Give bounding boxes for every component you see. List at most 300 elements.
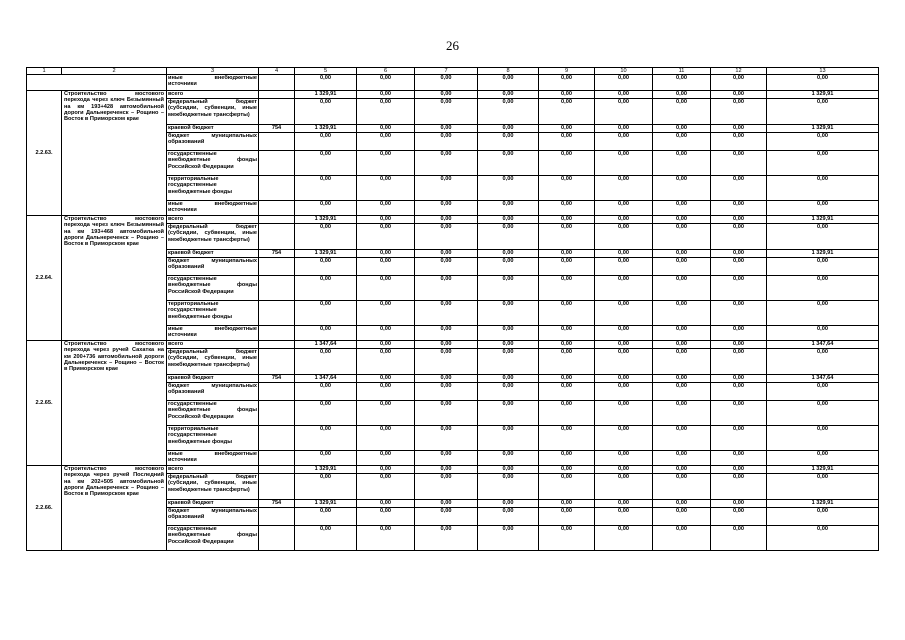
value-cell: 0,00 — [295, 526, 357, 551]
value-cell: 0,00 — [357, 341, 415, 349]
value-cell: 0,00 — [357, 176, 415, 201]
table-row — [27, 466, 879, 474]
value-cell: 0,00 — [478, 383, 539, 401]
value-cell: 0,00 — [653, 75, 711, 91]
column-number: 9 — [539, 68, 595, 75]
value-cell: 1 329,91 — [767, 91, 879, 99]
value-cell: 0,00 — [478, 75, 539, 91]
value-cell: 0,00 — [711, 451, 767, 466]
grbs-cell — [259, 349, 295, 375]
value-cell: 0,00 — [415, 383, 478, 401]
value-cell: 0,00 — [711, 401, 767, 426]
value-cell: 0,00 — [357, 216, 415, 224]
budget-table — [26, 67, 879, 551]
value-cell: 0,00 — [357, 151, 415, 176]
value-cell: 0,00 — [539, 91, 595, 99]
grbs-cell — [259, 75, 295, 91]
value-cell: 0,00 — [357, 75, 415, 91]
value-cell: 1 329,91 — [295, 91, 357, 99]
value-cell: 0,00 — [357, 375, 415, 383]
value-cell: 0,00 — [415, 500, 478, 508]
value-cell: 0,00 — [539, 341, 595, 349]
value-cell: 0,00 — [539, 276, 595, 301]
value-cell: 0,00 — [415, 375, 478, 383]
value-cell: 0,00 — [595, 383, 653, 401]
value-cell: 0,00 — [415, 151, 478, 176]
value-cell: 0,00 — [478, 151, 539, 176]
grbs-cell — [259, 466, 295, 474]
value-cell: 0,00 — [539, 451, 595, 466]
value-cell: 0,00 — [295, 474, 357, 500]
value-cell: 1 329,91 — [767, 500, 879, 508]
value-cell: 0,00 — [539, 508, 595, 526]
item-description: Строительство мостового перехода через ключ Безымянный на км 193+428 автомобильной дороги Дальнереченск – Рощино – Восток в Приморском крае — [62, 91, 167, 216]
grbs-cell — [259, 401, 295, 426]
value-cell: 0,00 — [767, 258, 879, 276]
value-cell: 0,00 — [711, 474, 767, 500]
value-cell: 0,00 — [539, 526, 595, 551]
value-cell: 0,00 — [415, 276, 478, 301]
value-cell: 0,00 — [539, 176, 595, 201]
value-cell: 1 347,64 — [295, 341, 357, 349]
funding-source: государственные внебюджетные фонды Российской Федерации — [167, 526, 259, 551]
value-cell: 0,00 — [653, 451, 711, 466]
value-cell: 0,00 — [357, 508, 415, 526]
column-number: 2 — [62, 68, 167, 75]
grbs-cell — [259, 383, 295, 401]
value-cell: 0,00 — [711, 224, 767, 250]
value-cell: 0,00 — [595, 508, 653, 526]
column-number: 6 — [357, 68, 415, 75]
value-cell: 0,00 — [357, 133, 415, 151]
value-cell: 0,00 — [295, 508, 357, 526]
value-cell: 0,00 — [295, 258, 357, 276]
value-cell: 0,00 — [711, 375, 767, 383]
value-cell: 0,00 — [767, 349, 879, 375]
column-number: 7 — [415, 68, 478, 75]
value-cell: 0,00 — [595, 176, 653, 201]
funding-source: иные внебюджетные источники — [167, 201, 259, 216]
funding-source: государственные внебюджетные фонды Российской Федерации — [167, 401, 259, 426]
value-cell: 0,00 — [478, 258, 539, 276]
value-cell: 0,00 — [478, 301, 539, 326]
value-cell: 0,00 — [653, 176, 711, 201]
value-cell: 0,00 — [653, 216, 711, 224]
value-cell: 0,00 — [711, 301, 767, 326]
value-cell: 0,00 — [711, 426, 767, 451]
value-cell: 0,00 — [478, 276, 539, 301]
value-cell: 0,00 — [595, 349, 653, 375]
value-cell: 0,00 — [478, 201, 539, 216]
value-cell: 0,00 — [415, 91, 478, 99]
value-cell: 0,00 — [711, 526, 767, 551]
value-cell: 0,00 — [357, 451, 415, 466]
value-cell: 0,00 — [711, 383, 767, 401]
column-number: 4 — [259, 68, 295, 75]
value-cell: 0,00 — [711, 258, 767, 276]
value-cell: 0,00 — [415, 466, 478, 474]
value-cell: 0,00 — [767, 526, 879, 551]
value-cell: 0,00 — [767, 383, 879, 401]
grbs-cell — [259, 474, 295, 500]
value-cell: 0,00 — [357, 326, 415, 341]
value-cell: 1 329,91 — [295, 125, 357, 133]
value-cell: 1 329,91 — [295, 250, 357, 258]
funding-source: федеральный бюджет (субсидии, субвенции, иные межбюджетные трансферты) — [167, 99, 259, 125]
value-cell: 0,00 — [595, 75, 653, 91]
value-cell: 0,00 — [539, 224, 595, 250]
value-cell: 0,00 — [295, 349, 357, 375]
column-number: 12 — [711, 68, 767, 75]
value-cell: 0,00 — [357, 201, 415, 216]
value-cell: 0,00 — [415, 426, 478, 451]
value-cell: 0,00 — [653, 301, 711, 326]
value-cell: 0,00 — [295, 426, 357, 451]
value-cell: 0,00 — [595, 201, 653, 216]
value-cell: 0,00 — [711, 91, 767, 99]
value-cell: 0,00 — [415, 133, 478, 151]
value-cell: 0,00 — [357, 99, 415, 125]
value-cell: 0,00 — [595, 341, 653, 349]
value-cell: 1 329,91 — [295, 500, 357, 508]
grbs-cell — [259, 301, 295, 326]
value-cell: 0,00 — [415, 75, 478, 91]
value-cell: 0,00 — [711, 508, 767, 526]
value-cell: 0,00 — [415, 526, 478, 551]
value-cell: 0,00 — [478, 466, 539, 474]
funding-source: краевой бюджет — [167, 375, 259, 383]
value-cell: 0,00 — [653, 326, 711, 341]
value-cell: 0,00 — [595, 326, 653, 341]
value-cell: 0,00 — [478, 451, 539, 466]
value-cell: 0,00 — [539, 201, 595, 216]
value-cell: 0,00 — [711, 466, 767, 474]
value-cell: 0,00 — [295, 301, 357, 326]
value-cell: 0,00 — [539, 125, 595, 133]
value-cell: 0,00 — [357, 401, 415, 426]
value-cell: 0,00 — [653, 201, 711, 216]
value-cell: 0,00 — [539, 151, 595, 176]
value-cell: 0,00 — [653, 526, 711, 551]
value-cell: 0,00 — [478, 474, 539, 500]
column-number: 13 — [767, 68, 879, 75]
table-row — [27, 216, 879, 224]
value-cell: 0,00 — [357, 383, 415, 401]
value-cell: 0,00 — [595, 99, 653, 125]
value-cell: 0,00 — [595, 500, 653, 508]
value-cell: 0,00 — [478, 91, 539, 99]
value-cell: 0,00 — [767, 75, 879, 91]
funding-source: территориальные государственные внебюджетные фонды — [167, 176, 259, 201]
grbs-cell — [259, 451, 295, 466]
value-cell: 0,00 — [595, 276, 653, 301]
value-cell: 0,00 — [539, 258, 595, 276]
value-cell: 0,00 — [478, 526, 539, 551]
table-row — [27, 75, 879, 91]
column-number: 8 — [478, 68, 539, 75]
funding-source: государственные внебюджетные фонды Российской Федерации — [167, 276, 259, 301]
value-cell: 0,00 — [478, 401, 539, 426]
value-cell: 0,00 — [711, 201, 767, 216]
grbs-cell — [259, 258, 295, 276]
value-cell: 0,00 — [295, 151, 357, 176]
value-cell: 0,00 — [711, 125, 767, 133]
column-number-row — [27, 68, 879, 75]
value-cell: 0,00 — [767, 426, 879, 451]
value-cell: 1 329,91 — [767, 125, 879, 133]
value-cell: 0,00 — [357, 258, 415, 276]
grbs-cell — [259, 426, 295, 451]
grbs-cell — [259, 201, 295, 216]
value-cell: 0,00 — [653, 500, 711, 508]
value-cell: 0,00 — [415, 125, 478, 133]
value-cell: 0,00 — [767, 401, 879, 426]
value-cell: 0,00 — [415, 401, 478, 426]
column-number: 5 — [295, 68, 357, 75]
value-cell: 0,00 — [595, 91, 653, 99]
value-cell: 0,00 — [539, 375, 595, 383]
value-cell: 0,00 — [767, 301, 879, 326]
grbs-cell — [259, 151, 295, 176]
value-cell: 0,00 — [711, 341, 767, 349]
grbs-cell — [259, 508, 295, 526]
value-cell: 0,00 — [539, 99, 595, 125]
grbs-cell — [259, 99, 295, 125]
value-cell: 0,00 — [711, 75, 767, 91]
funding-source: краевой бюджет — [167, 500, 259, 508]
value-cell: 0,00 — [539, 349, 595, 375]
grbs-cell — [259, 526, 295, 551]
value-cell: 0,00 — [539, 383, 595, 401]
value-cell: 0,00 — [711, 250, 767, 258]
funding-source: территориальные государственные внебюджетные фонды — [167, 301, 259, 326]
value-cell: 0,00 — [415, 176, 478, 201]
value-cell: 1 347,64 — [767, 341, 879, 349]
value-cell: 0,00 — [478, 426, 539, 451]
value-cell: 0,00 — [478, 176, 539, 201]
grbs-cell — [259, 176, 295, 201]
value-cell: 0,00 — [415, 508, 478, 526]
value-cell: 0,00 — [767, 508, 879, 526]
value-cell: 0,00 — [595, 133, 653, 151]
value-cell: 0,00 — [415, 99, 478, 125]
value-cell: 0,00 — [478, 508, 539, 526]
value-cell: 0,00 — [478, 341, 539, 349]
value-cell: 0,00 — [711, 151, 767, 176]
value-cell: 0,00 — [539, 250, 595, 258]
funding-source: всего — [167, 466, 259, 474]
value-cell: 0,00 — [711, 99, 767, 125]
value-cell: 0,00 — [595, 526, 653, 551]
value-cell: 0,00 — [539, 466, 595, 474]
value-cell: 0,00 — [595, 250, 653, 258]
item-description: Строительство мостового перехода через ручей Последний на км 202+505 автомобильной дороги Дальнереченск – Рощино – Восток в Приморском крае — [62, 466, 167, 551]
value-cell: 0,00 — [767, 99, 879, 125]
value-cell: 0,00 — [357, 125, 415, 133]
funding-source: иные внебюджетные источники — [167, 75, 259, 91]
table-row — [27, 91, 879, 99]
empty-cell — [27, 75, 167, 91]
value-cell: 0,00 — [767, 176, 879, 201]
value-cell: 0,00 — [539, 133, 595, 151]
value-cell: 0,00 — [478, 224, 539, 250]
value-cell: 0,00 — [357, 426, 415, 451]
value-cell: 1 329,91 — [767, 216, 879, 224]
value-cell: 0,00 — [415, 216, 478, 224]
value-cell: 0,00 — [711, 276, 767, 301]
funding-source: федеральный бюджет (субсидии, субвенции, иные межбюджетные трансферты) — [167, 349, 259, 375]
value-cell: 0,00 — [539, 474, 595, 500]
funding-source: бюджет муниципальных образований — [167, 508, 259, 526]
value-cell: 0,00 — [539, 216, 595, 224]
grbs-cell — [259, 91, 295, 99]
value-cell: 0,00 — [357, 500, 415, 508]
value-cell: 0,00 — [767, 201, 879, 216]
value-cell: 0,00 — [478, 326, 539, 341]
value-cell: 0,00 — [295, 401, 357, 426]
funding-source: краевой бюджет — [167, 250, 259, 258]
value-cell: 0,00 — [415, 349, 478, 375]
value-cell: 0,00 — [415, 201, 478, 216]
value-cell: 0,00 — [357, 349, 415, 375]
value-cell: 0,00 — [595, 258, 653, 276]
funding-source: бюджет муниципальных образований — [167, 133, 259, 151]
page-number: 26 — [446, 38, 459, 53]
value-cell: 0,00 — [478, 375, 539, 383]
column-number: 10 — [595, 68, 653, 75]
value-cell: 0,00 — [653, 224, 711, 250]
value-cell: 0,00 — [478, 349, 539, 375]
value-cell: 0,00 — [653, 508, 711, 526]
value-cell: 0,00 — [767, 151, 879, 176]
value-cell: 0,00 — [767, 133, 879, 151]
value-cell: 0,00 — [653, 466, 711, 474]
value-cell: 0,00 — [653, 250, 711, 258]
column-number: 1 — [27, 68, 62, 75]
value-cell: 0,00 — [653, 474, 711, 500]
funding-source: территориальные государственные внебюджетные фонды — [167, 426, 259, 451]
value-cell: 0,00 — [415, 250, 478, 258]
value-cell: 0,00 — [767, 451, 879, 466]
value-cell: 0,00 — [711, 176, 767, 201]
value-cell: 0,00 — [295, 326, 357, 341]
value-cell: 0,00 — [653, 99, 711, 125]
item-code: 2.2.64. — [27, 216, 62, 341]
value-cell: 0,00 — [539, 326, 595, 341]
value-cell: 0,00 — [595, 474, 653, 500]
value-cell: 0,00 — [653, 426, 711, 451]
value-cell: 0,00 — [539, 426, 595, 451]
item-description: Строительство мостового перехода через ключ Безымянный на км 193+468 автомобильной дороги Дальнереченск – Рощино – Восток в Приморском крае — [62, 216, 167, 341]
grbs-cell — [259, 341, 295, 349]
grbs-cell: 754 — [259, 250, 295, 258]
value-cell: 1 329,91 — [767, 466, 879, 474]
value-cell: 0,00 — [415, 224, 478, 250]
value-cell: 0,00 — [595, 216, 653, 224]
value-cell: 0,00 — [415, 474, 478, 500]
value-cell: 0,00 — [415, 451, 478, 466]
grbs-cell — [259, 133, 295, 151]
value-cell: 0,00 — [415, 258, 478, 276]
grbs-cell: 754 — [259, 125, 295, 133]
value-cell: 0,00 — [595, 224, 653, 250]
value-cell: 0,00 — [357, 301, 415, 326]
funding-source: всего — [167, 91, 259, 99]
value-cell: 0,00 — [711, 326, 767, 341]
value-cell: 0,00 — [653, 151, 711, 176]
value-cell: 0,00 — [595, 451, 653, 466]
funding-source: всего — [167, 216, 259, 224]
value-cell: 0,00 — [295, 383, 357, 401]
funding-source: иные внебюджетные источники — [167, 326, 259, 341]
value-cell: 0,00 — [653, 383, 711, 401]
value-cell: 0,00 — [653, 276, 711, 301]
value-cell: 0,00 — [595, 375, 653, 383]
value-cell: 0,00 — [711, 133, 767, 151]
value-cell: 0,00 — [295, 133, 357, 151]
value-cell: 0,00 — [653, 125, 711, 133]
value-cell: 0,00 — [478, 216, 539, 224]
value-cell: 0,00 — [653, 375, 711, 383]
funding-source: бюджет муниципальных образований — [167, 383, 259, 401]
value-cell: 0,00 — [478, 500, 539, 508]
grbs-cell: 754 — [259, 375, 295, 383]
item-code: 2.2.66. — [27, 466, 62, 551]
funding-source: бюджет муниципальных образований — [167, 258, 259, 276]
value-cell: 0,00 — [595, 125, 653, 133]
value-cell: 0,00 — [357, 91, 415, 99]
value-cell: 0,00 — [653, 349, 711, 375]
value-cell: 0,00 — [711, 349, 767, 375]
value-cell: 0,00 — [595, 426, 653, 451]
value-cell: 0,00 — [539, 75, 595, 91]
value-cell: 0,00 — [478, 250, 539, 258]
value-cell: 0,00 — [767, 474, 879, 500]
value-cell: 0,00 — [357, 250, 415, 258]
value-cell: 1 329,91 — [295, 466, 357, 474]
value-cell: 0,00 — [653, 133, 711, 151]
value-cell: 0,00 — [295, 99, 357, 125]
column-number: 11 — [653, 68, 711, 75]
value-cell: 0,00 — [595, 466, 653, 474]
funding-source: федеральный бюджет (субсидии, субвенции, иные межбюджетные трансферты) — [167, 224, 259, 250]
value-cell: 0,00 — [295, 451, 357, 466]
value-cell: 0,00 — [478, 125, 539, 133]
value-cell: 0,00 — [767, 224, 879, 250]
item-description: Строительство мостового перехода через ручей Сахатка на км 200+736 автомобильной дороги Дальнереченск – Рощино – Восток в Приморском крае — [62, 341, 167, 466]
value-cell: 0,00 — [478, 133, 539, 151]
value-cell: 0,00 — [295, 176, 357, 201]
value-cell: 0,00 — [595, 151, 653, 176]
funding-source: государственные внебюджетные фонды Российской Федерации — [167, 151, 259, 176]
item-code: 2.2.65. — [27, 341, 62, 466]
value-cell: 0,00 — [767, 276, 879, 301]
value-cell: 1 329,91 — [767, 250, 879, 258]
grbs-cell — [259, 224, 295, 250]
value-cell: 0,00 — [653, 401, 711, 426]
grbs-cell: 754 — [259, 500, 295, 508]
value-cell: 0,00 — [653, 341, 711, 349]
value-cell: 0,00 — [711, 216, 767, 224]
value-cell: 1 347,64 — [295, 375, 357, 383]
grbs-cell — [259, 276, 295, 301]
funding-source: иные внебюджетные источники — [167, 451, 259, 466]
value-cell: 0,00 — [357, 526, 415, 551]
grbs-cell — [259, 216, 295, 224]
value-cell: 0,00 — [653, 91, 711, 99]
table-row — [27, 341, 879, 349]
value-cell: 1 347,64 — [767, 375, 879, 383]
